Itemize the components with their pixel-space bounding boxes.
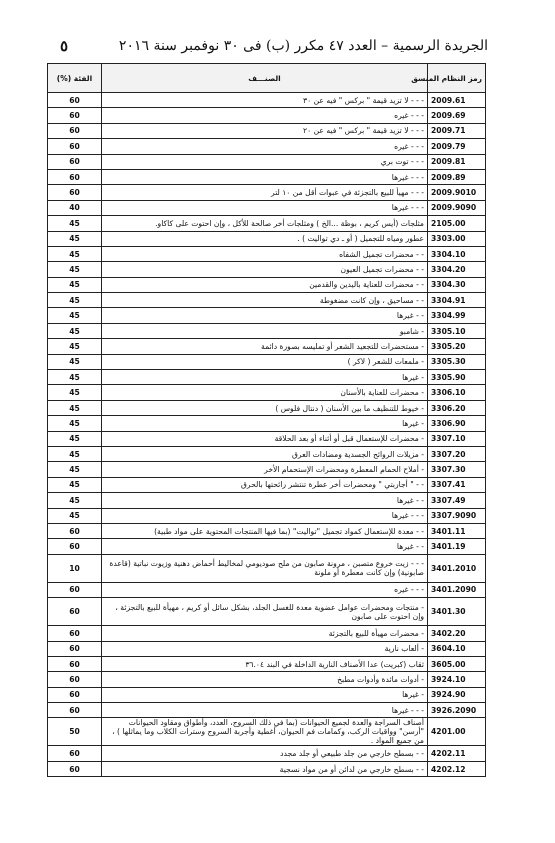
hs-code-cell: 3307.9090 bbox=[428, 508, 486, 523]
description-cell: - - محضرات تجميل الشفاه bbox=[102, 246, 428, 261]
rate-cell: 60 bbox=[48, 746, 102, 761]
header-rate: الفئة (%) bbox=[48, 64, 102, 93]
rate-cell: 40 bbox=[48, 200, 102, 215]
table-row bbox=[48, 582, 486, 597]
description-cell: - مزيلات الروائح الجسدية ومضادات العرق bbox=[102, 446, 428, 461]
table-row bbox=[48, 687, 486, 702]
description-cell: - - بسطح خارجي من جلد طبيعي أو جلد مجدد bbox=[102, 746, 428, 761]
hs-code-cell: 3305.90 bbox=[428, 370, 486, 385]
table-row bbox=[48, 308, 486, 323]
hs-code-cell: 2009.71 bbox=[428, 123, 486, 138]
header-code: رمز النظام المنسق bbox=[428, 64, 486, 93]
rate-cell: 45 bbox=[48, 493, 102, 508]
table-row bbox=[48, 169, 486, 184]
rate-cell: 10 bbox=[48, 554, 102, 582]
rate-cell: 60 bbox=[48, 154, 102, 169]
hs-code-cell: 3402.20 bbox=[428, 626, 486, 641]
rate-cell: 45 bbox=[48, 216, 102, 231]
description-cell: مثلجات (أيس كريم ، بوظة ...الخ ) ومثلجات أخر صالحة للأكل ، وإن احتوت على كاكاو. bbox=[102, 216, 428, 231]
table-row bbox=[48, 761, 486, 776]
hs-code-cell: 3306.90 bbox=[428, 416, 486, 431]
hs-code-cell: 3307.41 bbox=[428, 477, 486, 492]
rate-cell: 45 bbox=[48, 339, 102, 354]
description-cell: - - محضرات للعناية باليدين والقدمين bbox=[102, 277, 428, 292]
table-row bbox=[48, 139, 486, 154]
hs-code-cell: 2009.9010 bbox=[428, 185, 486, 200]
rate-cell: 45 bbox=[48, 354, 102, 369]
rate-cell: 60 bbox=[48, 185, 102, 200]
rate-cell: 60 bbox=[48, 656, 102, 671]
rate-cell: 60 bbox=[48, 169, 102, 184]
hs-code-cell: 2009.61 bbox=[428, 93, 486, 108]
hs-code-cell: 3304.20 bbox=[428, 262, 486, 277]
description-cell: - - " أجاربتي " ومحضرات أخر عطرة تنتشر رائحتها بالحرق bbox=[102, 477, 428, 492]
description-cell: - - محضرات تجميل العيون bbox=[102, 262, 428, 277]
table-row bbox=[48, 672, 486, 687]
hs-code-cell: 3307.49 bbox=[428, 493, 486, 508]
hs-code-cell: 3307.20 bbox=[428, 446, 486, 461]
rate-cell: 60 bbox=[48, 523, 102, 538]
description-cell: - - - غيرها bbox=[102, 508, 428, 523]
hs-code-cell: 3304.30 bbox=[428, 277, 486, 292]
table-row bbox=[48, 400, 486, 415]
rate-cell: 45 bbox=[48, 308, 102, 323]
rate-cell: 45 bbox=[48, 231, 102, 246]
description-cell: - - غيرها bbox=[102, 493, 428, 508]
description-cell: - - - زيت خروع متصبن ، مرونة صابون من ملح صوديومي لمخاليط أحماض دهنية وزيوت نباتية (قاعدة صابونية) وإن كانت معطرة أو ملونة bbox=[102, 554, 428, 582]
hs-code-cell: 2009.81 bbox=[428, 154, 486, 169]
description-cell: - - - لا تزيد قيمة " بركس " فيه عن ٣٠ bbox=[102, 93, 428, 108]
description-cell: - خيوط للتنظيف ما بين الأسنان ( دنتال فلوس ) bbox=[102, 400, 428, 415]
hs-code-cell: 2009.89 bbox=[428, 169, 486, 184]
table-row bbox=[48, 539, 486, 554]
table-row bbox=[48, 108, 486, 123]
hs-code-cell: 3305.20 bbox=[428, 339, 486, 354]
description-cell: - - معدة للإستعمال كمواد تجميل "تواليت" (بما فيها المنتجات المحتوية على مواد طبية) bbox=[102, 523, 428, 538]
rate-cell: 45 bbox=[48, 293, 102, 308]
description-cell: - ألعاب نارية bbox=[102, 641, 428, 656]
table-row bbox=[48, 323, 486, 338]
description-cell: - مستحضرات للتجعيد الشعر أو تمليسه بصورة دائمة bbox=[102, 339, 428, 354]
rate-cell: 60 bbox=[48, 687, 102, 702]
hs-code-cell: 3305.10 bbox=[428, 323, 486, 338]
table-row bbox=[48, 185, 486, 200]
rate-cell: 45 bbox=[48, 446, 102, 461]
table-row bbox=[48, 385, 486, 400]
description-cell: عطور ومياه للتجميل ( أو ـ دي تواليت ) . bbox=[102, 231, 428, 246]
description-cell: - - غيرها bbox=[102, 308, 428, 323]
rate-cell: 60 bbox=[48, 598, 102, 626]
description-cell: - غيرها bbox=[102, 370, 428, 385]
table-row bbox=[48, 370, 486, 385]
table-row bbox=[48, 431, 486, 446]
hs-code-cell: 3401.11 bbox=[428, 523, 486, 538]
hs-code-cell: 3306.20 bbox=[428, 400, 486, 415]
table-row bbox=[48, 703, 486, 718]
rate-cell: 60 bbox=[48, 672, 102, 687]
hs-code-cell: 3307.30 bbox=[428, 462, 486, 477]
hs-code-cell: 3304.99 bbox=[428, 308, 486, 323]
rate-cell: 60 bbox=[48, 626, 102, 641]
description-cell: - - - غيرها bbox=[102, 169, 428, 184]
rate-cell: 60 bbox=[48, 539, 102, 554]
table-row bbox=[48, 626, 486, 641]
table-row bbox=[48, 246, 486, 261]
hs-code-cell: 3401.19 bbox=[428, 539, 486, 554]
rate-cell: 45 bbox=[48, 508, 102, 523]
page-header bbox=[60, 34, 488, 58]
table-row bbox=[48, 746, 486, 761]
table-row bbox=[48, 216, 486, 231]
table-row bbox=[48, 493, 486, 508]
hs-code-cell: 3304.10 bbox=[428, 246, 486, 261]
rate-cell: 45 bbox=[48, 416, 102, 431]
page-number: ٥ bbox=[60, 37, 69, 55]
description-cell: - - غيرها bbox=[102, 539, 428, 554]
rate-cell: 60 bbox=[48, 123, 102, 138]
description-cell: ثقاب (كبريت) عدا الأصناف النارية الداخلة في البند ٣٦.٠٤ bbox=[102, 656, 428, 671]
rate-cell: 45 bbox=[48, 277, 102, 292]
rate-cell: 60 bbox=[48, 582, 102, 597]
table-row bbox=[48, 598, 486, 626]
hs-code-cell: 3401.30 bbox=[428, 598, 486, 626]
table-row bbox=[48, 446, 486, 461]
hs-code-cell: 3401.2010 bbox=[428, 554, 486, 582]
table-row bbox=[48, 93, 486, 108]
rate-cell: 60 bbox=[48, 761, 102, 776]
hs-code-cell: 3605.00 bbox=[428, 656, 486, 671]
tariff-table bbox=[47, 63, 486, 777]
description-cell: - شامبو bbox=[102, 323, 428, 338]
hs-code-cell: 4202.11 bbox=[428, 746, 486, 761]
hs-code-cell: 3305.30 bbox=[428, 354, 486, 369]
table-row bbox=[48, 523, 486, 538]
description-cell: - محضرات للعناية بالأسنان bbox=[102, 385, 428, 400]
table-row bbox=[48, 641, 486, 656]
rate-cell: 45 bbox=[48, 400, 102, 415]
hs-code-cell: 3401.2090 bbox=[428, 582, 486, 597]
rate-cell: 45 bbox=[48, 370, 102, 385]
hs-code-cell: 3304.91 bbox=[428, 293, 486, 308]
table-row bbox=[48, 339, 486, 354]
rate-cell: 60 bbox=[48, 703, 102, 718]
description-cell: - - - مهيأ للبيع بالتجزئة في عبوات أقل من ١٠ لتر bbox=[102, 185, 428, 200]
description-cell: - - - لا تزيد قيمة " بركس " فيه عن ٢٠ bbox=[102, 123, 428, 138]
rate-cell: 45 bbox=[48, 462, 102, 477]
rate-cell: 45 bbox=[48, 246, 102, 261]
description-cell: - - - غيره bbox=[102, 139, 428, 154]
table-row bbox=[48, 718, 486, 746]
table-row bbox=[48, 554, 486, 582]
table-row bbox=[48, 293, 486, 308]
table-row bbox=[48, 354, 486, 369]
description-cell: - ملمعات للشعر ( لاكر ) bbox=[102, 354, 428, 369]
rate-cell: 60 bbox=[48, 641, 102, 656]
table-row bbox=[48, 508, 486, 523]
table-row bbox=[48, 200, 486, 215]
description-cell: - - مساحيق ، وإن كانت مضغوطة bbox=[102, 293, 428, 308]
rate-cell: 45 bbox=[48, 262, 102, 277]
description-cell: - - - غيره bbox=[102, 582, 428, 597]
table-row bbox=[48, 262, 486, 277]
table-row bbox=[48, 416, 486, 431]
description-cell: - غيرها bbox=[102, 416, 428, 431]
gazette-title: الجريدة الرسمية – العدد ٤٧ مكرر (ب) فى ٣٠ نوفمبر سنة ٢٠١٦ bbox=[118, 38, 488, 54]
table-row bbox=[48, 477, 486, 492]
table-row bbox=[48, 277, 486, 292]
rate-cell: 45 bbox=[48, 323, 102, 338]
table-row bbox=[48, 154, 486, 169]
description-cell: - - بسطح خارجي من لدائن أو من مواد نسجية bbox=[102, 761, 428, 776]
hs-code-cell: 2009.69 bbox=[428, 108, 486, 123]
hs-code-cell: 3924.10 bbox=[428, 672, 486, 687]
description-cell: - - - غيره bbox=[102, 108, 428, 123]
hs-code-cell: 2009.79 bbox=[428, 139, 486, 154]
description-cell: - أملاح الحمام المعطرة ومحضرات الإستحمام الأخر bbox=[102, 462, 428, 477]
table-body bbox=[48, 93, 486, 777]
description-cell: - أدوات مائدة وأدوات مطبخ bbox=[102, 672, 428, 687]
table-row bbox=[48, 462, 486, 477]
header-description: الصنـــف bbox=[102, 64, 428, 93]
hs-code-cell: 3926.2090 bbox=[428, 703, 486, 718]
description-cell: - غيرها bbox=[102, 687, 428, 702]
hs-code-cell: 3924.90 bbox=[428, 687, 486, 702]
hs-code-cell: 3604.10 bbox=[428, 641, 486, 656]
hs-code-cell: 3306.10 bbox=[428, 385, 486, 400]
rate-cell: 45 bbox=[48, 477, 102, 492]
hs-code-cell: 4201.00 bbox=[428, 718, 486, 746]
table-row bbox=[48, 656, 486, 671]
hs-code-cell: 4202.12 bbox=[428, 761, 486, 776]
rate-cell: 60 bbox=[48, 108, 102, 123]
description-cell: - - - توت بري bbox=[102, 154, 428, 169]
description-cell: - - - غيرها bbox=[102, 703, 428, 718]
rate-cell: 60 bbox=[48, 139, 102, 154]
table-row bbox=[48, 123, 486, 138]
table-header-row bbox=[48, 64, 486, 93]
description-cell: - محضرات للإستعمال قبل أو أثناء أو بعد الحلاقة bbox=[102, 431, 428, 446]
description-cell: - - - غيرها bbox=[102, 200, 428, 215]
description-cell: أصناف السراجة والعدة لجميع الحيوانات (بما في ذلك السروج، العدد، وأطواق ومقاود الحيوانات "أرسن" وواقيات الركب، وكمامات فم الحيوان، أغطية وأجربة السروج وسترات الكلاب وما يماثلها ) ، من جميع المواد . bbox=[102, 718, 428, 746]
hs-code-cell: 2009.9090 bbox=[428, 200, 486, 215]
hs-code-cell: 2105.00 bbox=[428, 216, 486, 231]
hs-code-cell: 3307.10 bbox=[428, 431, 486, 446]
description-cell: - منتجات ومحضرات عوامل عضوية معدة للغسل الجلد، بشكل سائل أو كريم ، مهيأة للبيع بالتجزئة ، وإن احتوت على صابون bbox=[102, 598, 428, 626]
description-cell: - محضرات مهيأة للبيع بالتجزئة bbox=[102, 626, 428, 641]
table-row bbox=[48, 231, 486, 246]
rate-cell: 45 bbox=[48, 431, 102, 446]
rate-cell: 60 bbox=[48, 93, 102, 108]
rate-cell: 45 bbox=[48, 385, 102, 400]
hs-code-cell: 3303.00 bbox=[428, 231, 486, 246]
rate-cell: 50 bbox=[48, 718, 102, 746]
